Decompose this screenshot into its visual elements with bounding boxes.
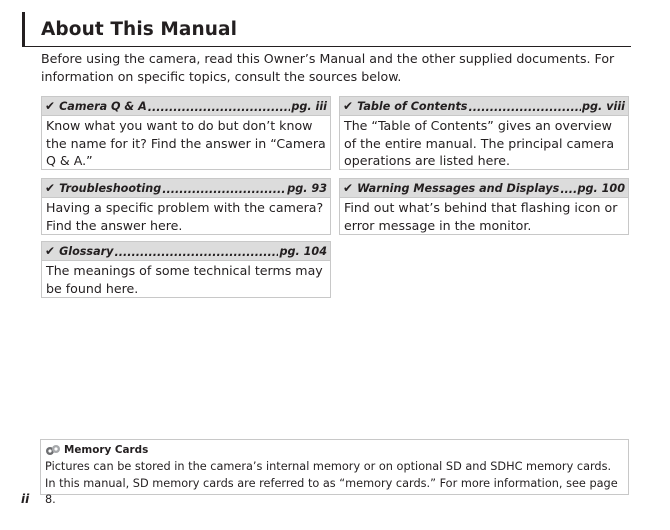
memo-title: Memory Cards [64, 444, 149, 456]
checkmark-icon: ✔ [45, 181, 56, 195]
section-body: The meanings of some technical terms may be found here. [46, 263, 323, 296]
section-header [42, 242, 330, 261]
section-header [42, 179, 330, 198]
checkmark-icon: ✔ [45, 99, 56, 113]
section-warning-messages [339, 178, 629, 235]
section-page-ref[interactable]: pg. 104 [279, 244, 327, 258]
memo-box [40, 439, 629, 506]
leader-dots [162, 183, 286, 196]
section-header [340, 97, 628, 116]
section-page-ref[interactable]: pg. iii [291, 99, 327, 113]
section-title[interactable]: Warning Messages and Displays [357, 181, 560, 195]
section-table-of-contents [339, 96, 629, 170]
checkmark-icon: ✔ [343, 181, 354, 195]
section-title[interactable]: Camera Q & A [59, 99, 147, 113]
section-glossary [41, 241, 331, 298]
section-title[interactable]: Table of Contents [357, 99, 468, 113]
leader-dots [468, 101, 581, 114]
section-page-ref[interactable]: pg. 93 [287, 181, 327, 195]
section-troubleshooting [41, 178, 331, 235]
section-body: Know what you want to do but don’t know the name for it? Find the answer in “Camera Q & A.” [46, 118, 326, 168]
checkmark-icon: ✔ [343, 99, 354, 113]
section-body: Having a specific problem with the camera? Find the answer here. [46, 200, 324, 233]
memo-body: Pictures can be stored in the camera’s internal memory or on optional SD and SDHC memory cards. In this manual, SD memory cards are referred to as “memory cards.” For more information, see page 8. [45, 460, 618, 506]
leader-dots [114, 246, 278, 259]
page-number: ii [21, 492, 30, 506]
section-header [340, 179, 628, 198]
leader-dots [148, 101, 291, 114]
section-camera-qa [41, 96, 331, 170]
section-page-ref[interactable]: pg. 100 [577, 181, 625, 195]
section-page-ref[interactable]: pg. viii [582, 99, 625, 113]
checkmark-icon: ✔ [45, 244, 56, 258]
section-body: The “Table of Contents” gives an overview of the entire manual. The principal camera operations are listed here. [344, 118, 615, 168]
intro-paragraph: Before using the camera, read this Owner’s Manual and the other supplied documents. For information on specific topics, consult the sources below. [41, 51, 615, 84]
section-header [42, 97, 330, 116]
title-bar [22, 12, 631, 47]
section-body: Find out what’s behind that flashing icon or error message in the monitor. [344, 200, 618, 233]
memo-cards-icon [45, 444, 61, 456]
leader-dots [560, 183, 576, 196]
section-title[interactable]: Troubleshooting [59, 181, 162, 195]
memo-header [45, 444, 148, 456]
section-title[interactable]: Glossary [59, 244, 114, 258]
page-title: About This Manual [41, 19, 238, 40]
